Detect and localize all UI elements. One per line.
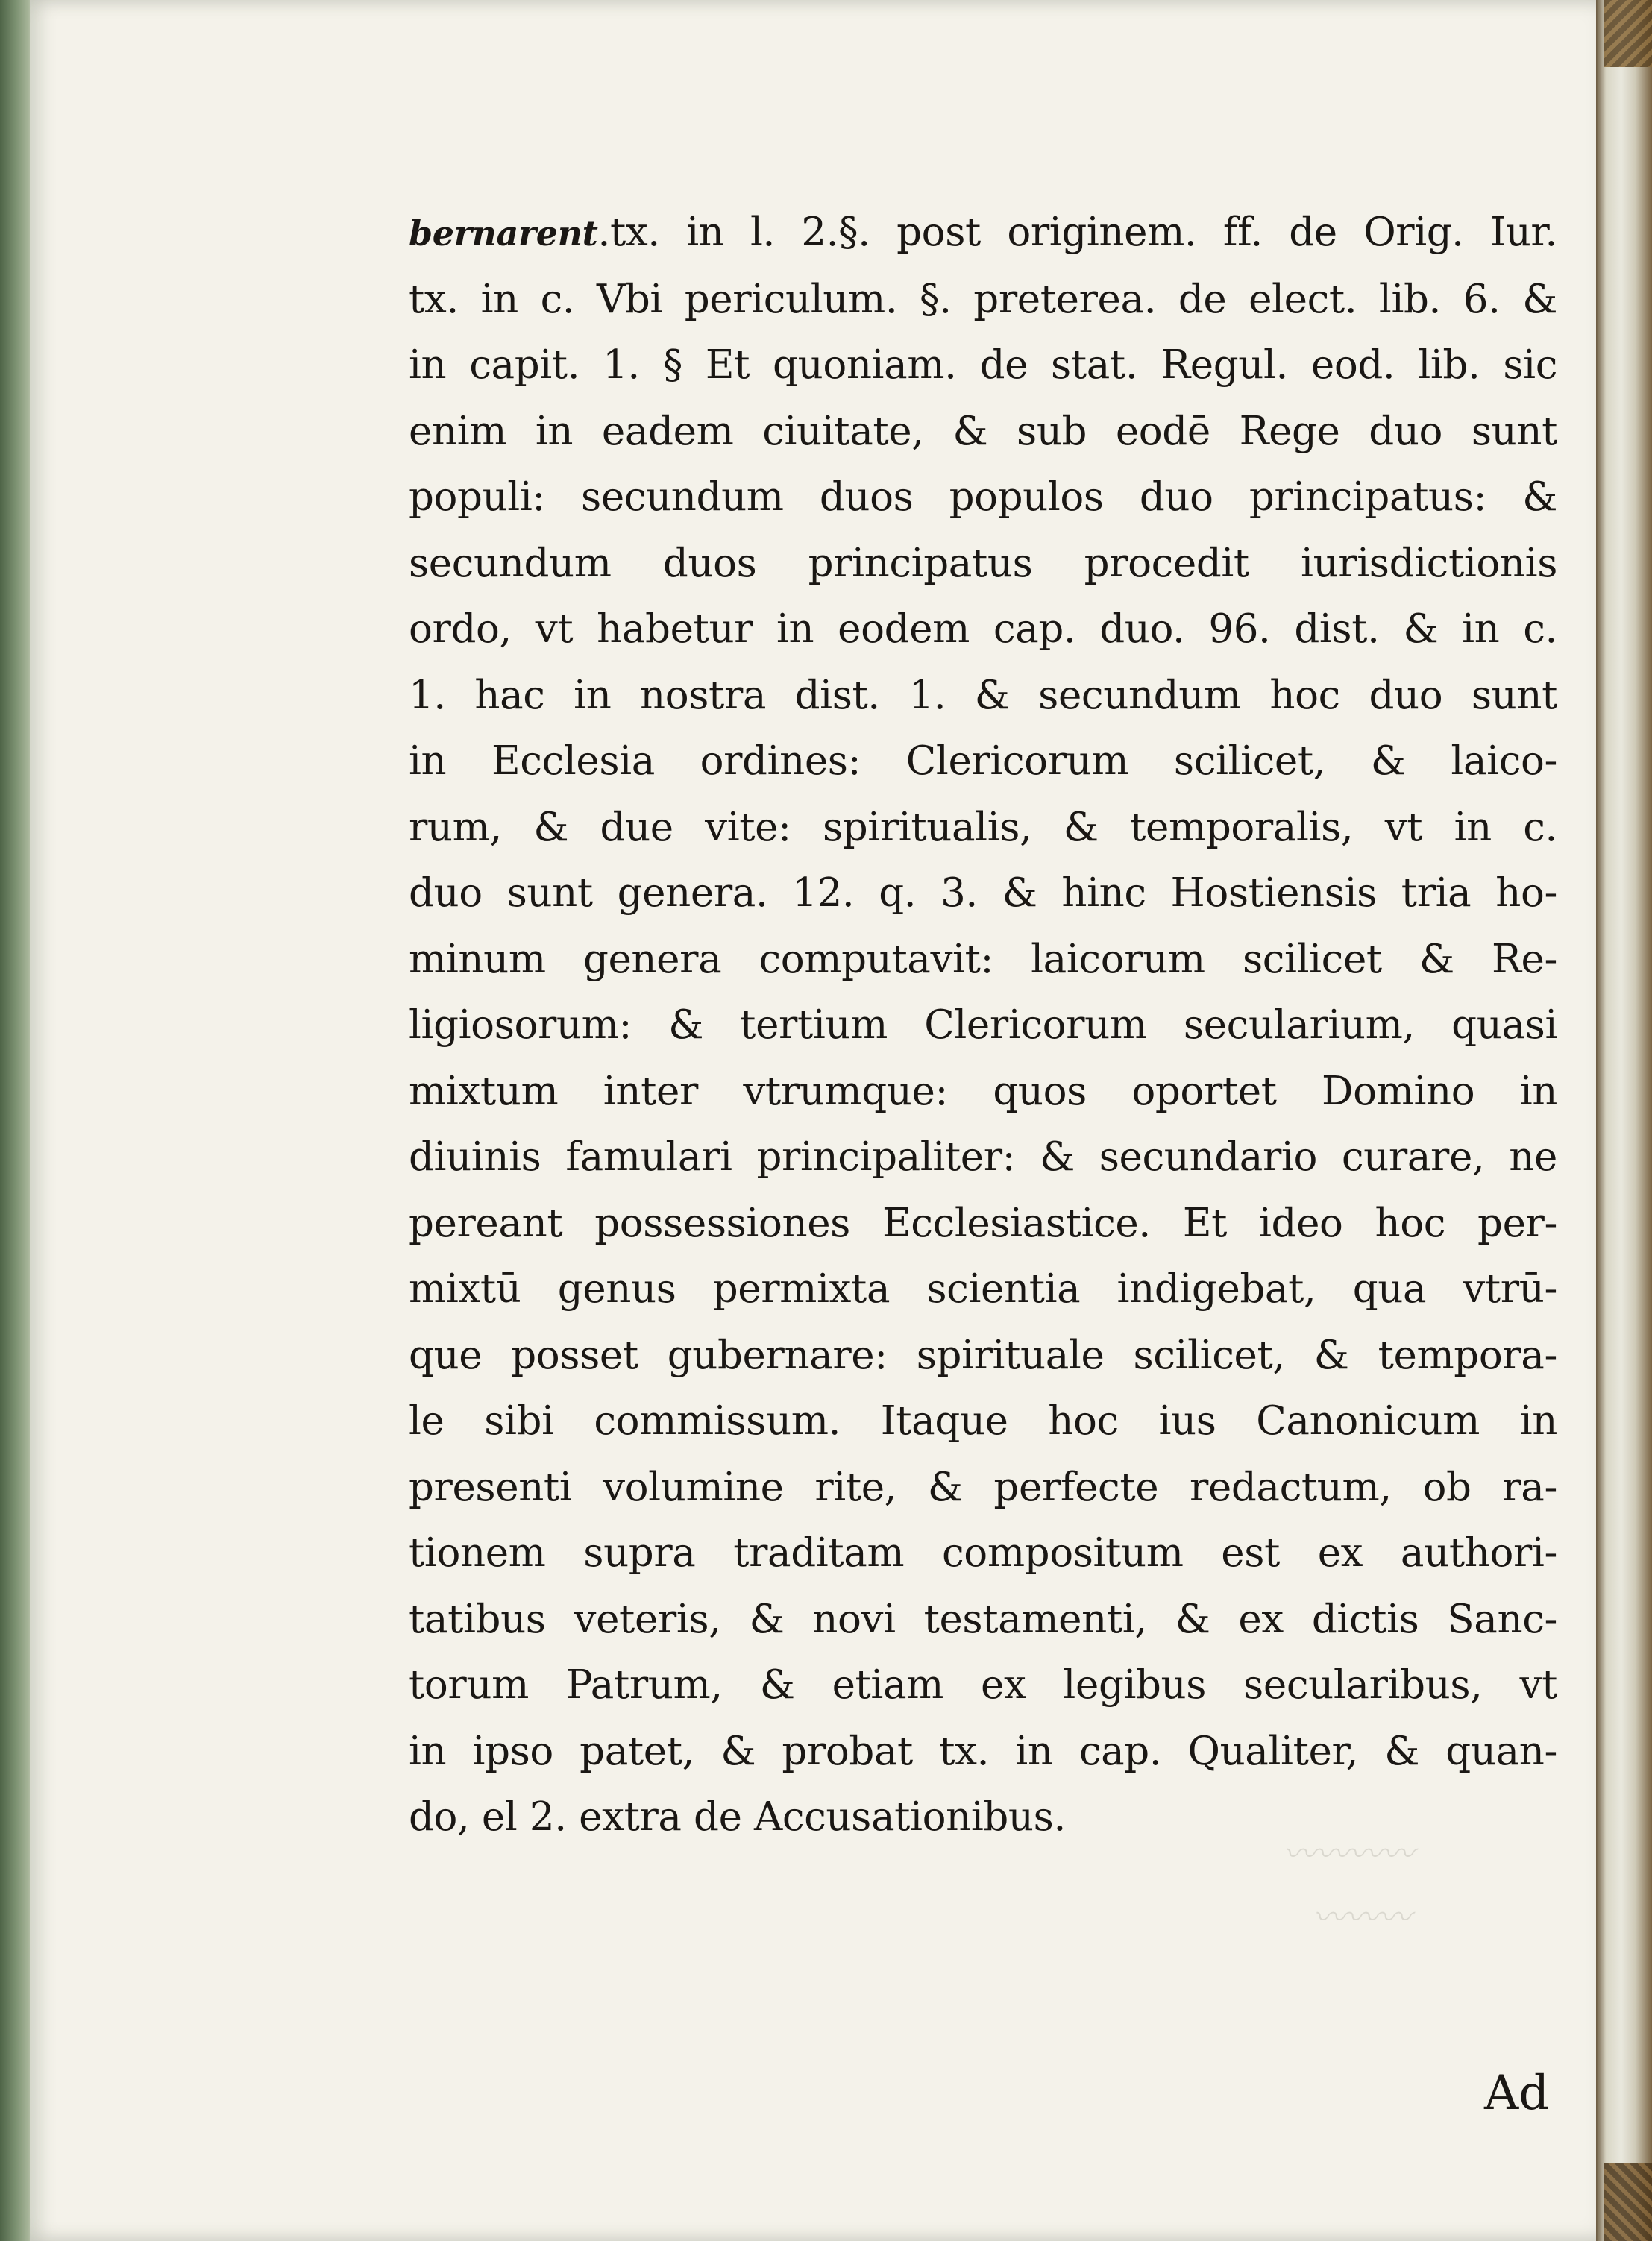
text-line: tionem supra traditam compositum est ex authori- (409, 1530, 1557, 1576)
text-line: mixtū genus permixta scientia indigebat, qua vtrū- (409, 1266, 1557, 1312)
text-line: minum genera computavit: laicorum scilicet & Re- (409, 936, 1557, 982)
text-line: torum Patrum, & etiam ex legibus secularibus, vt (409, 1662, 1557, 1708)
text-line: rum, & due vite: spiritualis, & temporalis, vt in c. (409, 804, 1557, 850)
text-line: ligiosorum: & tertium Clericorum secularium, quasi (409, 1002, 1557, 1048)
text-line: populi: secundum duos populos duo principatus: & (409, 474, 1557, 520)
catchword: Ad (1484, 2066, 1550, 2121)
text-line: ordo, vt habetur in eodem cap. duo. 96. dist. & in c. (409, 606, 1557, 652)
text-line: bernarent.tx. in l. 2.§. post originem. ff. de Orig. Iur. (409, 210, 1557, 255)
text-line: duo sunt genera. 12. q. 3. & hinc Hostiensis tria ho- (409, 870, 1557, 916)
text-line: diuinis famulari principaliter: & secundario curare, ne (409, 1134, 1557, 1180)
show-through-smudge: 〰〰〰〰 (1283, 1835, 1414, 1873)
text-line: pereant possessiones Ecclesiastice. Et ideo hoc per- (409, 1200, 1557, 1246)
text-line: in ipso patet, & probat tx. in cap. Qualiter, & quan- (409, 1728, 1557, 1774)
binding-thread-top (1604, 0, 1652, 67)
text-line: 1. hac in nostra dist. 1. & secundum hoc duo sunt (409, 672, 1557, 718)
latin-text-block (409, 200, 1557, 1851)
text-line: que posset gubernare: spirituale scilicet, & tempora- (409, 1332, 1557, 1378)
text-line: tx. in c. Vbi periculum. §. preterea. de elect. lib. 6. & (409, 276, 1557, 322)
lead-word: bernarent (409, 213, 598, 254)
text-line: enim in eadem ciuitate, & sub eodē Rege duo sunt (409, 408, 1557, 454)
text-line: tatibus veteris, & novi testamenti, & ex dictis Sanc- (409, 1596, 1557, 1642)
text-line: in Ecclesia ordines: Clericorum scilicet, & laico- (409, 738, 1557, 784)
text-line: secundum duos principatus procedit iurisdictionis (409, 540, 1557, 586)
text-line: le sibi commissum. Itaque hoc ius Canonicum in (409, 1398, 1557, 1444)
text-line: mixtum inter vtrumque: quos oportet Domino in (409, 1068, 1557, 1114)
binding-thread-bottom (1604, 2163, 1652, 2241)
text-line: do, el 2. extra de Accusationibus. (409, 1794, 1066, 1840)
right-page-edges (1596, 0, 1652, 2241)
show-through-smudge: 〰〰〰 (1313, 1899, 1411, 1937)
text-line: in capit. 1. § Et quoniam. de stat. Regul. eod. lib. sic (409, 342, 1557, 388)
text-line: presenti volumine rite, & perfecte redactum, ob ra- (409, 1464, 1557, 1510)
